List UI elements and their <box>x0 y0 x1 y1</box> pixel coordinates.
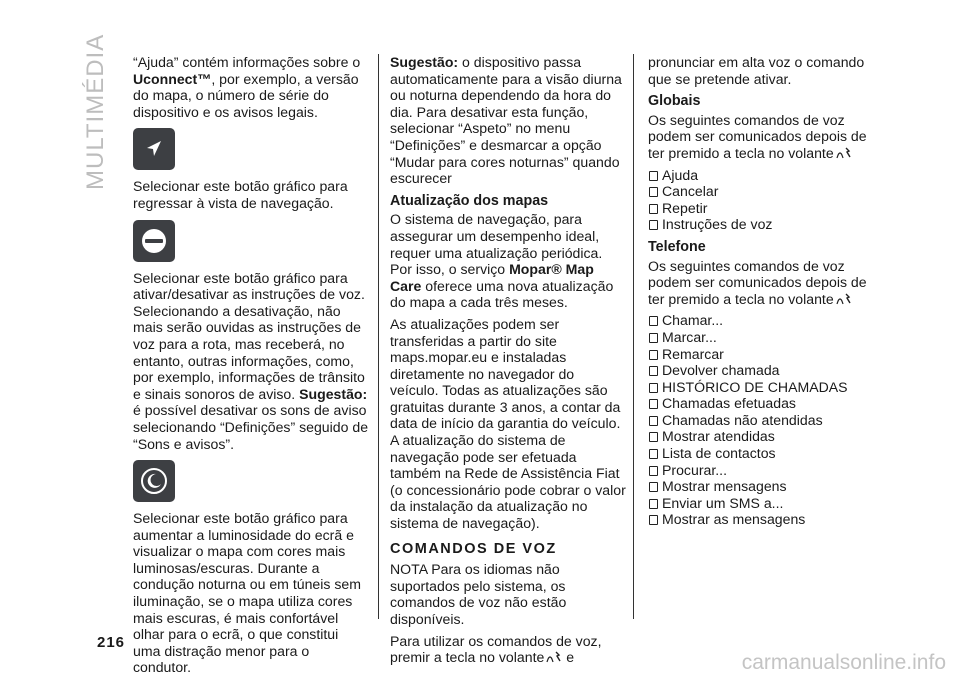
global-commands-list <box>648 167 884 233</box>
paragraph-pronounce: pronunciar em alta voz o comando que se pretende ativar. <box>648 54 865 87</box>
paragraph-return-nav: Selecionar este botão gráfico para regressar à vista de navegação. <box>133 178 348 211</box>
heading-voice-commands: COMANDOS DE VOZ <box>390 540 557 557</box>
list-item: Mostrar mensagens <box>648 478 884 495</box>
heading-map-updates: Atualização dos mapas <box>390 192 549 209</box>
phone-commands-list <box>648 312 884 528</box>
steering-voice-key-icon <box>836 291 852 307</box>
paragraph-brightness: Selecionar este botão gráfico para aumentar a luminosidade do ecrã e visualizar o mapa com cores mais luminosas/escuras. Durante a condução noturna ou em túneis sem iluminação, se o mapa utiliza cores mais escuras, é mais confortável olhar para o ecrã, o que constitui uma distração menor para o condutor. <box>133 510 361 676</box>
paragraph-voice-instructions: Selecionar este botão gráfico para ativar/desativar as instruções de voz. Selecionando a desativação, não mais serão ouvidas as instruções de voz para a rota, mas receberá, no entanto, outras informações, como, por exemplo, informações de trânsito e sinais sonoros de aviso. Sugestão: é possível desativar os sons de aviso selecionando “Definições” seguido de “Sons e avisos”. <box>133 269 369 452</box>
list-item: Chamadas efetuadas <box>648 395 884 412</box>
list-item: HISTÓRICO DE CHAMADAS <box>648 379 884 396</box>
night-mode-moon-icon <box>133 460 175 502</box>
list-item: Repetir <box>648 200 884 217</box>
column-3 <box>648 54 884 534</box>
paragraph-help: “Ajuda” contém informações sobre o Uconnect™, por exemplo, a versão do mapa, o número de série do dispositivo e os avisos legais. <box>133 54 361 120</box>
paragraph-voice-note: NOTA Para os idiomas não suportados pelo sistema, os comandos de voz não estão disponíveis. <box>390 561 567 627</box>
paragraph-global-intro: Os seguintes comandos de voz podem ser comunicados depois de ter premido a tecla no volante <box>648 111 867 161</box>
list-item: Chamar... <box>648 312 884 329</box>
paragraph-updates-intro: O sistema de navegação, para assegurar um desempenho ideal, requer uma atualização periódica. Por isso, o serviço Mopar® Map Care oferece uma nova atualização do mapa a cada três meses. <box>390 211 614 311</box>
column-1 <box>133 54 369 681</box>
section-title: MULTIMÉDIA <box>82 33 109 190</box>
paragraph-updates-detail: As atualizações podem ser transferidas a partir do site maps.mopar.eu e instaladas diretamente no navegador do veículo. Todas as atualizações são gratuitas durante 3 anos, a contar da data de início da garantia do veículo. A atualização do sistema de navegação pode ser efetuada também na Rede de Assistência Fiat (o concessionário pode cobrar o valor da instalação da atualização no sistema de navegação). <box>390 315 626 532</box>
list-item: Enviar um SMS a... <box>648 495 884 512</box>
steering-voice-key-icon <box>836 145 852 161</box>
heading-global: Globais <box>648 93 701 110</box>
list-item: Lista de contactos <box>648 445 884 462</box>
list-item: Mostrar as mensagens <box>648 511 884 528</box>
watermark-text: carmanualsonline.info <box>741 651 946 674</box>
column-divider <box>633 54 634 619</box>
list-item: Ajuda <box>648 167 884 184</box>
paragraph-auto-day-night: Sugestão: o dispositivo passa automaticamente para a visão diurna ou noturna dependendo da hora do dia. Para desativar esta função, selecionar “Aspeto” no menu “Definições” e desmarcar a opção “Mudar para cores noturnas” quando escurecer <box>390 54 622 187</box>
navigation-arrow-icon <box>133 128 175 170</box>
list-item: Remarcar <box>648 346 884 363</box>
list-item: Chamadas não atendidas <box>648 412 884 429</box>
list-item: Devolver chamada <box>648 362 884 379</box>
list-item: Marcar... <box>648 329 884 346</box>
voice-mute-icon <box>133 220 175 262</box>
list-item: Mostrar atendidas <box>648 428 884 445</box>
page-number: 216 <box>97 634 126 651</box>
heading-phone: Telefone <box>648 238 706 255</box>
steering-voice-key-icon <box>546 649 562 665</box>
column-divider <box>378 54 379 619</box>
list-item: Procurar... <box>648 462 884 479</box>
list-item: Cancelar <box>648 183 884 200</box>
column-2 <box>390 54 626 671</box>
paragraph-voice-use: Para utilizar os comandos de voz, premir a tecla no volante e <box>390 632 602 666</box>
paragraph-phone-intro: Os seguintes comandos de voz podem ser comunicados depois de ter premido a tecla no volante <box>648 257 867 307</box>
list-item: Instruções de voz <box>648 216 884 233</box>
